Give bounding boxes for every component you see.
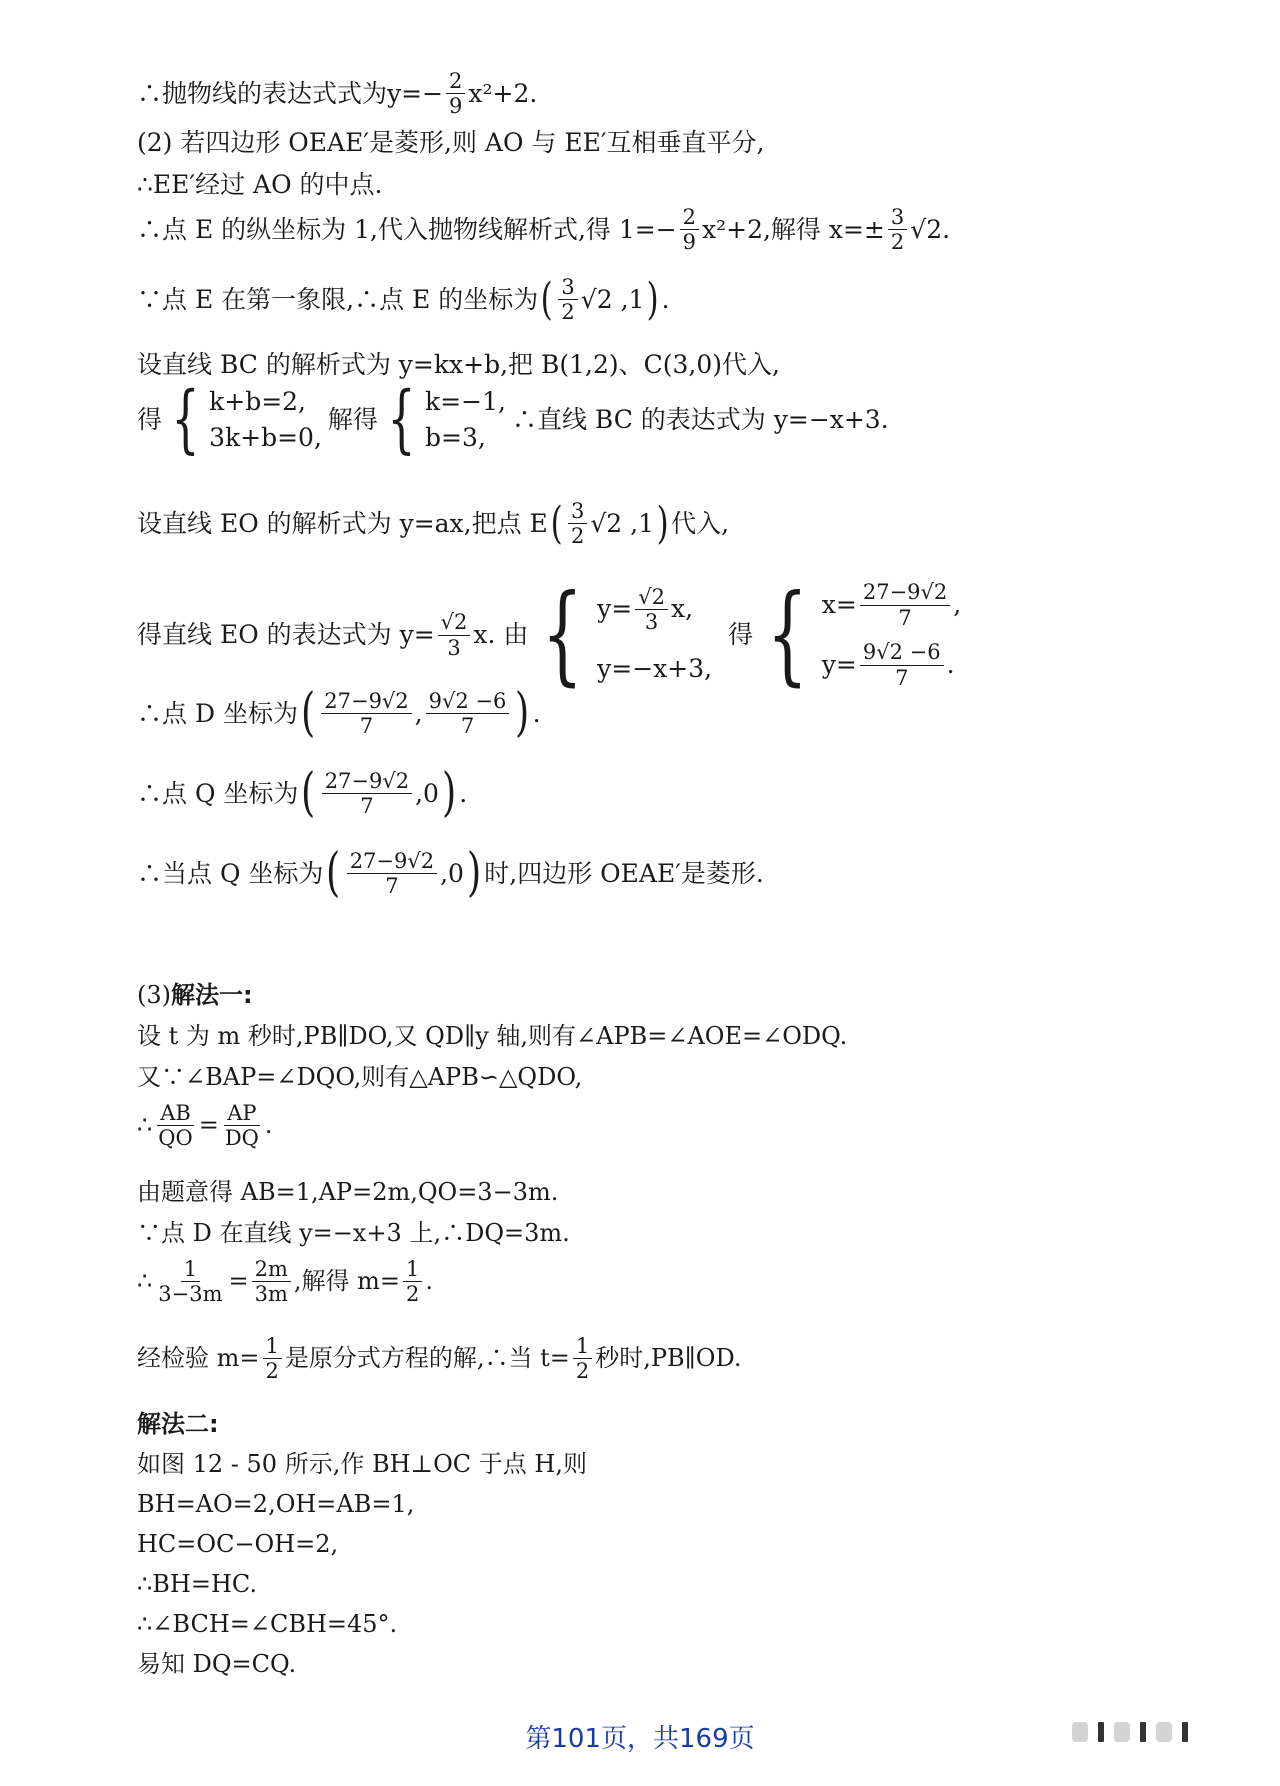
math: y=− bbox=[387, 78, 444, 108]
text: ∴当点 Q 坐标为 bbox=[137, 858, 324, 888]
line-bh-perp bbox=[137, 1450, 587, 1479]
line-rhombus-conclusion bbox=[137, 842, 764, 903]
equation: y= $\frac{9√2 -6}{7}$ . bbox=[821, 640, 955, 690]
line-ratio bbox=[137, 1102, 273, 1149]
equation: y=−x+3, bbox=[597, 654, 713, 684]
toolbar-icon[interactable] bbox=[1072, 1722, 1088, 1742]
line-verify bbox=[137, 1335, 741, 1382]
line-parallel-setup bbox=[137, 1022, 847, 1051]
text: (2) 若四边形 OEAE′是菱形,则 AO 与 EE′互相垂直平分, bbox=[137, 128, 765, 157]
fraction: $\frac{27-9√2}{7}$ bbox=[321, 690, 411, 737]
text: 得 bbox=[728, 620, 754, 649]
left-brace: { bbox=[766, 571, 809, 697]
line-point-d-coords bbox=[137, 682, 541, 743]
equation-system bbox=[822, 575, 961, 695]
left-paren: ( bbox=[550, 497, 563, 549]
equation: y= $\frac{√2}{3}$ x, bbox=[597, 584, 694, 634]
text: 设直线 BC 的解析式为 y=kx+b,把 B(1,2)、C(3,0)代入, bbox=[137, 350, 780, 379]
text: . bbox=[264, 1111, 273, 1140]
line-bc-setup bbox=[137, 350, 780, 380]
text: 秒时,PB∥OD. bbox=[595, 1344, 742, 1373]
text: (3) bbox=[137, 981, 171, 1009]
equation: 3k+b=0, bbox=[209, 423, 322, 452]
text: ,解得 m= bbox=[293, 1267, 401, 1296]
math: √2 ,1 bbox=[590, 508, 654, 538]
text: 代入, bbox=[671, 508, 730, 538]
line-part3-method1-heading bbox=[137, 981, 253, 1010]
fraction: $\frac{1}{2}$ bbox=[573, 1335, 592, 1382]
math: √2 ,1 bbox=[580, 284, 645, 314]
fraction: $\frac{2}{9}$ bbox=[446, 70, 465, 117]
line-hc bbox=[137, 1530, 338, 1559]
line-point-q-coords bbox=[137, 762, 468, 823]
fraction: $\frac{1}{2}$ bbox=[403, 1258, 422, 1305]
equation: k=−1, bbox=[425, 387, 506, 416]
math: ,0 bbox=[415, 778, 439, 808]
equation: x= $\frac{27-9√2}{7}$ , bbox=[821, 580, 962, 630]
section-heading: 解法一: bbox=[171, 981, 253, 1009]
text: ∴ bbox=[137, 1111, 153, 1140]
toolbar-icon[interactable] bbox=[1140, 1722, 1146, 1742]
fraction: $\frac{1}{2}$ bbox=[263, 1335, 282, 1382]
line-method2-heading bbox=[137, 1410, 219, 1439]
text: 解得 bbox=[327, 405, 378, 434]
fraction: $\frac{AB}{QO}$ bbox=[158, 1101, 193, 1151]
text: ∴点 Q 坐标为 bbox=[137, 778, 299, 808]
text: 设 t 为 m 秒时,PB∥DO,又 QD∥y 轴,则有∠APB=∠AOE=∠ODQ. bbox=[137, 1022, 848, 1050]
viewer-toolbar bbox=[1072, 1722, 1188, 1742]
text: ∴∠BCH=∠CBH=45°. bbox=[137, 1610, 398, 1638]
text: . bbox=[661, 284, 670, 314]
equation-system bbox=[425, 384, 506, 456]
line-parabola-expression bbox=[137, 70, 537, 117]
fraction: $\frac{3}{2}$ bbox=[888, 206, 907, 253]
right-paren: ) bbox=[656, 497, 669, 549]
text: 如图 12 - 50 所示,作 BH⊥OC 于点 H,则 bbox=[137, 1450, 587, 1478]
line-bh-eq-hc bbox=[137, 1570, 257, 1599]
fraction: $\frac{3}{2}$ bbox=[558, 276, 577, 323]
text: . bbox=[425, 1267, 434, 1296]
left-paren: ( bbox=[301, 762, 316, 823]
fraction: $\frac{27-9√2}{7}$ bbox=[322, 770, 412, 817]
left-brace: { bbox=[387, 376, 416, 463]
text: ∴直线 BC 的表达式为 y=−x+3. bbox=[511, 405, 889, 434]
fraction: $\frac{9√2 -6}{7}$ bbox=[426, 690, 510, 737]
text: 得直线 EO 的表达式为 y= bbox=[137, 620, 435, 649]
text: 由题意得 AB=1,AP=2m,QO=3−3m. bbox=[137, 1178, 559, 1206]
text: ∴EE′经过 AO 的中点. bbox=[137, 170, 383, 199]
fraction: $\frac{√2}{3}$ bbox=[438, 611, 471, 658]
line-similar-triangles bbox=[137, 1063, 582, 1092]
text: 易知 DQ=CQ. bbox=[137, 1650, 297, 1678]
line-ee-midpoint bbox=[137, 170, 382, 200]
section-heading: 解法二: bbox=[137, 1410, 219, 1438]
text: ∴抛物线的表达式式为 bbox=[137, 78, 388, 108]
text: . bbox=[532, 698, 541, 728]
fraction: $\frac{27-9√2}{7}$ bbox=[347, 850, 437, 897]
line-given-values bbox=[137, 1178, 558, 1207]
line-point-e-coords bbox=[137, 273, 670, 325]
line-dq-cq bbox=[137, 1650, 296, 1679]
math: = bbox=[228, 1267, 249, 1296]
equation-system bbox=[597, 575, 712, 695]
fraction: $\frac{3}{2}$ bbox=[568, 500, 587, 547]
text: ∵点 E 在第一象限,∴点 E 的坐标为 bbox=[137, 284, 539, 314]
line-eo-system bbox=[137, 571, 967, 697]
text: . bbox=[459, 778, 468, 808]
left-paren: ( bbox=[540, 273, 553, 325]
line-bc-system bbox=[137, 376, 889, 463]
fraction: $\frac{1}{3-3m}$ bbox=[158, 1257, 223, 1307]
line-point-e-ordinate bbox=[137, 206, 950, 253]
text: ∴BH=HC. bbox=[137, 1570, 258, 1598]
text: BH=AO=2,OH=AB=1, bbox=[137, 1490, 415, 1518]
fraction: $\frac{AP}{DQ}$ bbox=[224, 1101, 259, 1151]
toolbar-icon[interactable] bbox=[1114, 1722, 1130, 1742]
text: 是原分式方程的解,∴当 t= bbox=[284, 1344, 570, 1373]
equation: k+b=2, bbox=[209, 387, 307, 416]
line-dq-value bbox=[137, 1219, 570, 1248]
equation-system bbox=[209, 384, 322, 456]
text: 经检验 m= bbox=[137, 1344, 260, 1373]
right-paren: ) bbox=[515, 682, 530, 743]
text: ∴点 E 的纵坐标为 1,代入抛物线解析式,得 1=− bbox=[137, 214, 677, 244]
math: √2. bbox=[910, 214, 951, 244]
toolbar-icon[interactable] bbox=[1098, 1722, 1104, 1742]
left-brace: { bbox=[171, 376, 200, 463]
text: 设直线 EO 的解析式为 y=ax,把点 E bbox=[137, 508, 548, 538]
toolbar-icon[interactable] bbox=[1182, 1722, 1188, 1742]
fraction: $\frac{2}{9}$ bbox=[680, 206, 699, 253]
left-paren: ( bbox=[300, 682, 316, 743]
left-paren: ( bbox=[326, 842, 341, 903]
toolbar-icon[interactable] bbox=[1156, 1722, 1172, 1742]
text: 得 bbox=[137, 405, 163, 434]
right-paren: ) bbox=[467, 842, 482, 903]
text: x. 由 bbox=[473, 620, 529, 649]
page-indicator: 第101页，共169页 bbox=[525, 1724, 755, 1754]
math: = bbox=[198, 1111, 219, 1140]
line-solve-m bbox=[137, 1258, 433, 1305]
text: 又∵∠BAP=∠DQO,则有△APB∽△QDO, bbox=[137, 1063, 583, 1091]
text: x²+2,解得 x=± bbox=[702, 214, 885, 244]
right-paren: ) bbox=[646, 273, 660, 325]
line-eo-setup bbox=[137, 497, 730, 549]
text: ∴点 D 坐标为 bbox=[137, 698, 298, 728]
math: , bbox=[414, 698, 423, 728]
fraction: $\frac{2m}{3m}$ bbox=[252, 1258, 291, 1305]
right-paren: ) bbox=[442, 762, 457, 823]
math: ,0 bbox=[440, 858, 464, 888]
equation: b=3, bbox=[425, 423, 486, 452]
line-angle-45 bbox=[137, 1610, 397, 1639]
left-brace: { bbox=[542, 571, 584, 697]
line-part2-intro bbox=[137, 128, 765, 158]
text: HC=OC−OH=2, bbox=[137, 1530, 339, 1558]
text: ∴ bbox=[137, 1267, 153, 1296]
text: ∵点 D 在直线 y=−x+3 上,∴DQ=3m. bbox=[137, 1219, 570, 1247]
text: 时,四边形 OEAE′是菱形. bbox=[484, 858, 764, 888]
math: x²+2. bbox=[468, 78, 538, 108]
line-bh-ao bbox=[137, 1490, 414, 1519]
